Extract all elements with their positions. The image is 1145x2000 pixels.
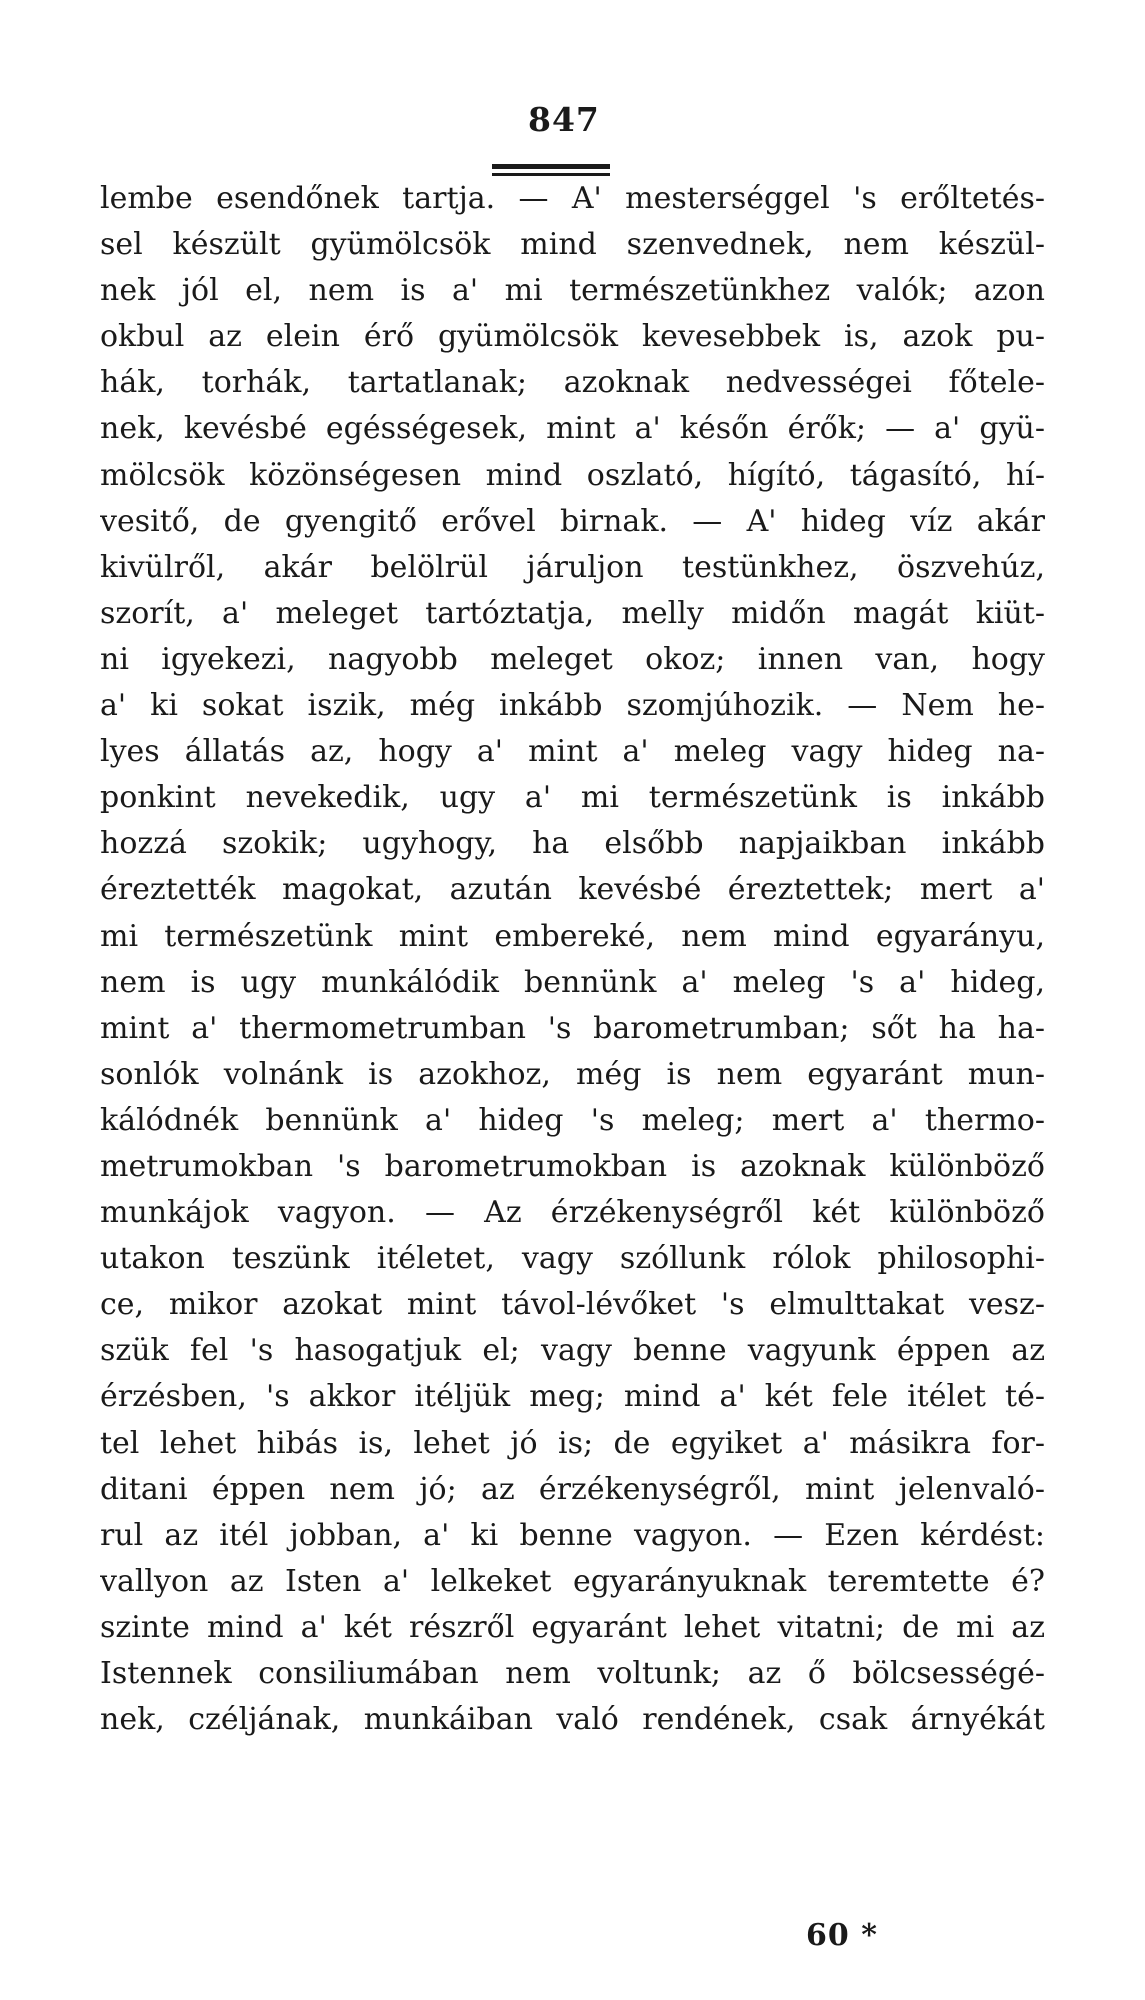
text-line: éreztették magokat, azután kevésbé éreztettek; mert a' [100, 872, 1045, 908]
text-line: utakon teszünk itéletet, vagy szóllunk rólok philosophi- [100, 1241, 1045, 1277]
text-line: mölcsök közönségesen mind oszlató, hígító, tágasító, hí- [100, 457, 1045, 493]
text-line: ce, mikor azokat mint távol-lévőket 's elmulttakat vesz- [100, 1287, 1045, 1323]
text-line: ponkint nevekedik, ugy a' mi természetünk is inkább [100, 780, 1045, 816]
text-line: hák, torhák, tartatlanak; azoknak nedvességei főtele- [100, 365, 1045, 401]
text-line: vallyon az Isten a' lelkeket egyarányuknak teremtette é? [100, 1563, 1045, 1599]
text-line: szinte mind a' két részről egyaránt lehet vitatni; de mi az [100, 1609, 1045, 1645]
page-number: 847 [528, 100, 600, 139]
text-line: nek, kevésbé egésségesek, mint a' későn érők; — a' gyü- [100, 411, 1045, 447]
text-line: lembe esendőnek tartja. — A' mesterséggel 's erőltetés- [100, 181, 1045, 216]
text-line: vesitő, de gyengitő erővel birnak. — A' hideg víz akár [100, 503, 1045, 539]
text-line: nek jól el, nem is a' mi természetünkhez valók; azon [100, 273, 1045, 309]
text-line: tel lehet hibás is, lehet jó is; de egyiket a' másikra for- [100, 1425, 1045, 1461]
header-rule-thick [492, 164, 610, 169]
text-line: nem is ugy munkálódik bennünk a' meleg 's a' hideg, [100, 964, 1045, 1000]
text-line: kálódnék bennünk a' hideg 's meleg; mert a' thermo- [100, 1102, 1045, 1138]
text-line: szük fel 's hasogatjuk el; vagy benne vagyunk éppen az [100, 1333, 1045, 1369]
text-line: metrumokban 's barometrumokban is azoknak különböző [100, 1148, 1045, 1184]
text-line: sel készült gyümölcsök mind szenvednek, nem készül- [100, 227, 1045, 263]
text-line: ni igyekezi, nagyobb meleget okoz; innen van, hogy [100, 641, 1045, 677]
text-line: munkájok vagyon. — Az érzékenységről két különböző [100, 1195, 1045, 1231]
text-line: rul az itél jobban, a' ki benne vagyon. — Ezen kérdést: [100, 1517, 1045, 1553]
text-line: okbul az elein érő gyümölcsök kevesebbek is, azok pu- [100, 319, 1045, 355]
text-line: ditani éppen nem jó; az érzékenységről, mint jelenvaló- [100, 1471, 1045, 1507]
text-line: mint a' thermometrumban 's barometrumban; sőt ha ha- [100, 1010, 1045, 1046]
signature-mark: 60 * [806, 1918, 878, 1953]
body-text [100, 176, 1045, 1743]
text-line: a' ki sokat iszik, még inkább szomjúhozik. — Nem he- [100, 688, 1045, 724]
text-line: szorít, a' meleget tartóztatja, melly midőn magát kiüt- [100, 595, 1045, 631]
text-line: lyes állatás az, hogy a' mint a' meleg vagy hideg na- [100, 734, 1045, 770]
text-line: sonlók volnánk is azokhoz, még is nem egyaránt mun- [100, 1056, 1045, 1092]
text-line: hozzá szokik; ugyhogy, ha elsőbb napjaikban inkább [100, 826, 1045, 862]
text-line: nek, czéljának, munkáiban való rendének, csak árnyékát [100, 1702, 1045, 1738]
text-line: kivülről, akár belölrül járuljon testünkhez, öszvehúz, [100, 549, 1045, 585]
text-line: Istennek consiliumában nem voltunk; az ő bölcsességé- [100, 1656, 1045, 1691]
text-line: mi természetünk mint embereké, nem mind egyarányu, [100, 918, 1045, 954]
text-line: érzésben, 's akkor itéljük meg; mind a' két fele itélet té- [100, 1379, 1045, 1415]
